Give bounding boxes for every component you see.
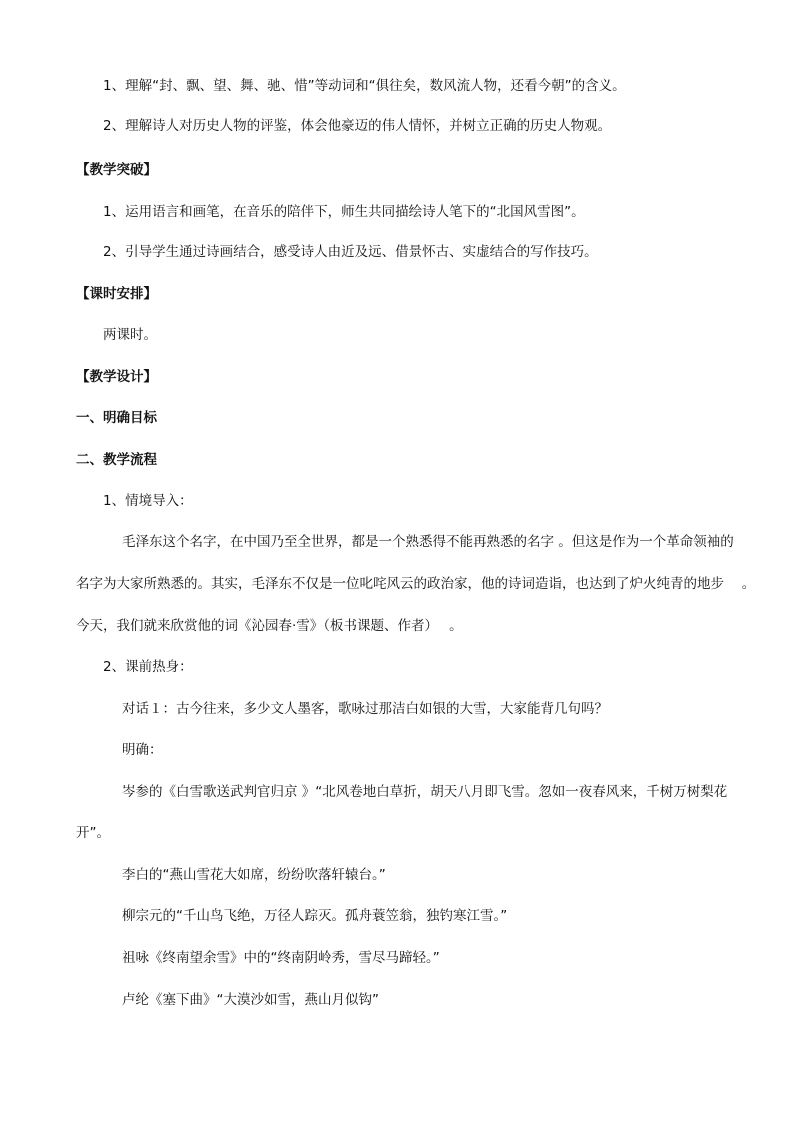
answer-label: 明确：	[122, 742, 163, 758]
schedule-heading: 【课时安排】	[76, 286, 157, 302]
objective-1: 1、理解“封、飘、望、舞、驰、惜”等动词和“俱往矣，数风流人物，还看今朝”的含义。	[103, 78, 626, 94]
quote-liu-zongyuan: 柳宗元的“千山鸟飞绝，万径人踪灭。孤舟蓑笠翁，独钓寒江雪。”	[122, 908, 508, 924]
section-goals: 一、明确目标	[76, 410, 157, 426]
breakthrough-item-1: 1、运用语言和画笔，在音乐的陪伴下，师生共同描绘诗人笔下的“北国风雪图”。	[103, 204, 585, 220]
intro-paragraph-line-1: 毛泽东这个名字，在中国乃至全世界，都是一个熟悉得不能再熟悉的名字 。但这是作为一个革命领袖的	[122, 534, 734, 550]
quote-zu-yong: 祖咏《终南望余雪》中的“终南阴岭秀，雪尽马蹄轻。”	[122, 950, 440, 966]
quote-cen-shen-line-1: 岑参的《白雪歌送武判官归京 》“北风卷地白草折，胡天八月即飞雪。忽如一夜春风来，千树万树梨花	[122, 784, 728, 800]
dialog-1: 对话１：古今往来，多少文人墨客，歌咏过那洁白如银的大雪，大家能背几句吗？	[122, 701, 608, 717]
objective-2: 2、理解诗人对历史人物的评鉴，体会他豪迈的伟人情怀，并树立正确的历史人物观。	[103, 118, 612, 134]
breakthrough-heading: 【教学突破】	[76, 162, 157, 178]
quote-li-bai: 李白的“燕山雪花大如席，纷纷吹落轩辕台。”	[122, 867, 386, 883]
quote-lu-lun: 卢纶《塞下曲》“大漠沙如雪，燕山月似钩”	[122, 992, 379, 1008]
step-warmup: 2、课前热身：	[103, 659, 193, 675]
breakthrough-item-2: 2、引导学生通过诗画结合，感受诗人由近及远、借景怀古、实虚结合的写作技巧。	[103, 244, 598, 260]
intro-paragraph-line-3: 今天，我们就来欣赏他的词《沁园春·雪》（板书课题、作者） 。	[76, 618, 463, 634]
section-process: 二、教学流程	[76, 452, 157, 468]
intro-paragraph-line-2: 名字为大家所熟悉的。其实，毛泽东不仅是一位叱咤风云的政治家，他的诗词造诣，也达到了炉火纯青的地步 。	[76, 576, 756, 592]
design-heading: 【教学设计】	[76, 369, 157, 385]
quote-cen-shen-line-2: 开”。	[76, 825, 110, 841]
step-intro: 1、情境导入：	[103, 493, 193, 509]
schedule-text: 两课时。	[103, 327, 157, 343]
